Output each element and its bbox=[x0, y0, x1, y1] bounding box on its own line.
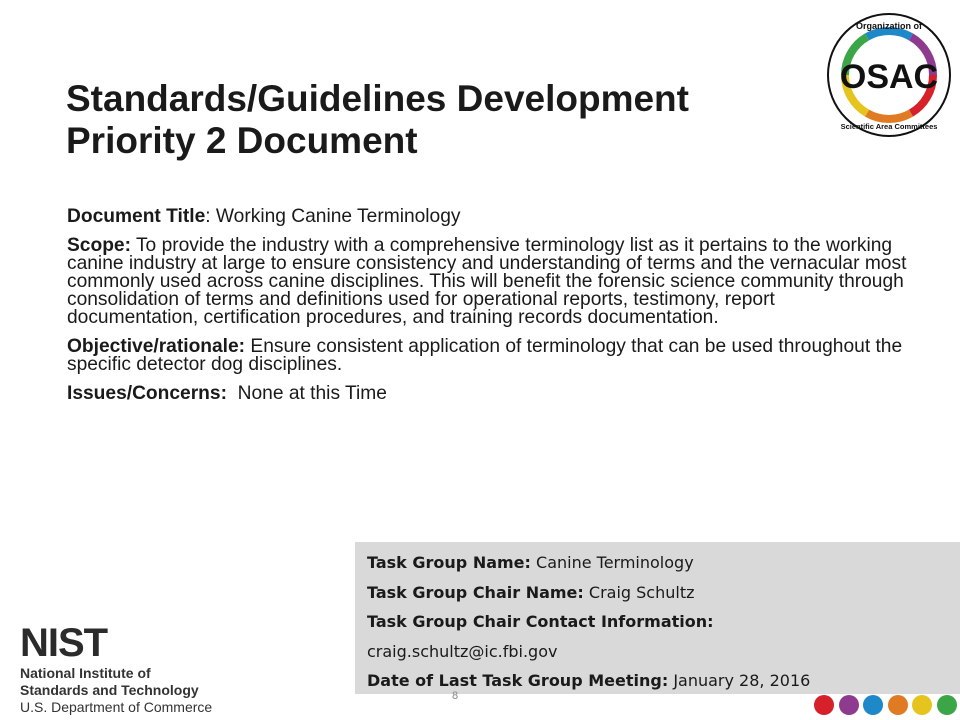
document-title-label: Document Title bbox=[67, 206, 206, 227]
task-group-contact-email-row bbox=[367, 637, 948, 667]
decorative-dot bbox=[839, 695, 859, 715]
page-number: 8 bbox=[452, 690, 459, 702]
osac-logo bbox=[826, 12, 952, 138]
decorative-dot bbox=[814, 695, 834, 715]
task-group-chair-value: Craig Schultz bbox=[588, 582, 695, 602]
nist-line-3: U.S. Department of Commerce bbox=[20, 699, 213, 715]
nist-line-1: National Institute of bbox=[20, 665, 151, 681]
osac-ring-top: Organization of bbox=[856, 21, 922, 31]
scope-label: Scope: bbox=[67, 235, 131, 256]
nist-wordmark-text: NIST bbox=[20, 624, 108, 660]
objective-label: Objective/rationale: bbox=[67, 336, 246, 357]
task-group-name-row bbox=[367, 548, 948, 578]
scope-text: To provide the industry with a comprehensive terminology list as it pertains to the working canine industry at large to ensure consistency and understanding of terms and the vernacular most commonly used across canine disciplines. This will benefit the forensic science community through consolidation of terms and definitions used for operational reports, testimony, report documentation, certification procedures, and training records documentation. bbox=[67, 235, 907, 328]
title-line-1: Standards/Guidelines Development bbox=[66, 78, 689, 119]
nist-logo bbox=[20, 624, 220, 714]
decorative-dot bbox=[863, 695, 883, 715]
task-group-info-box bbox=[355, 542, 960, 694]
page-title bbox=[66, 78, 826, 162]
task-group-contact-label: Task Group Chair Contact Information: bbox=[367, 612, 714, 631]
decorative-dot bbox=[888, 695, 908, 715]
osac-logo-text: OSAC bbox=[839, 58, 939, 96]
scope-paragraph bbox=[67, 237, 907, 327]
task-group-name-value: Canine Terminology bbox=[536, 553, 694, 572]
nist-line-2: Standards and Technology bbox=[20, 682, 199, 698]
issues-paragraph bbox=[67, 385, 907, 403]
task-group-contact-row bbox=[367, 607, 948, 637]
objective-paragraph bbox=[67, 338, 907, 374]
osac-ring-bottom: Scientific Area Committees bbox=[840, 122, 938, 131]
task-group-chair-row bbox=[367, 578, 948, 608]
task-group-meeting-value: January 28, 2016 bbox=[673, 671, 811, 690]
document-title-row bbox=[67, 208, 907, 226]
task-group-chair-label: Task Group Chair Name: bbox=[367, 582, 584, 602]
document-title-value: : Working Canine Terminology bbox=[205, 206, 461, 227]
task-group-meeting-label: Date of Last Task Group Meeting: bbox=[367, 671, 669, 690]
issues-text: None at this Time bbox=[237, 383, 387, 404]
decorative-dot bbox=[937, 695, 957, 715]
task-group-name-label: Task Group Name: bbox=[367, 553, 531, 572]
issues-label: Issues/Concerns: bbox=[67, 383, 227, 404]
document-body bbox=[67, 208, 907, 414]
decorative-dots bbox=[812, 692, 960, 718]
title-line-2: Priority 2 Document bbox=[66, 120, 418, 161]
task-group-contact-email[interactable]: craig.schultz@ic.fbi.gov bbox=[367, 641, 558, 661]
objective-text: Ensure consistent application of terminology that can be used throughout the specific detector dog disciplines. bbox=[67, 336, 903, 375]
decorative-dot bbox=[912, 695, 932, 715]
nist-wordmark bbox=[20, 624, 130, 660]
